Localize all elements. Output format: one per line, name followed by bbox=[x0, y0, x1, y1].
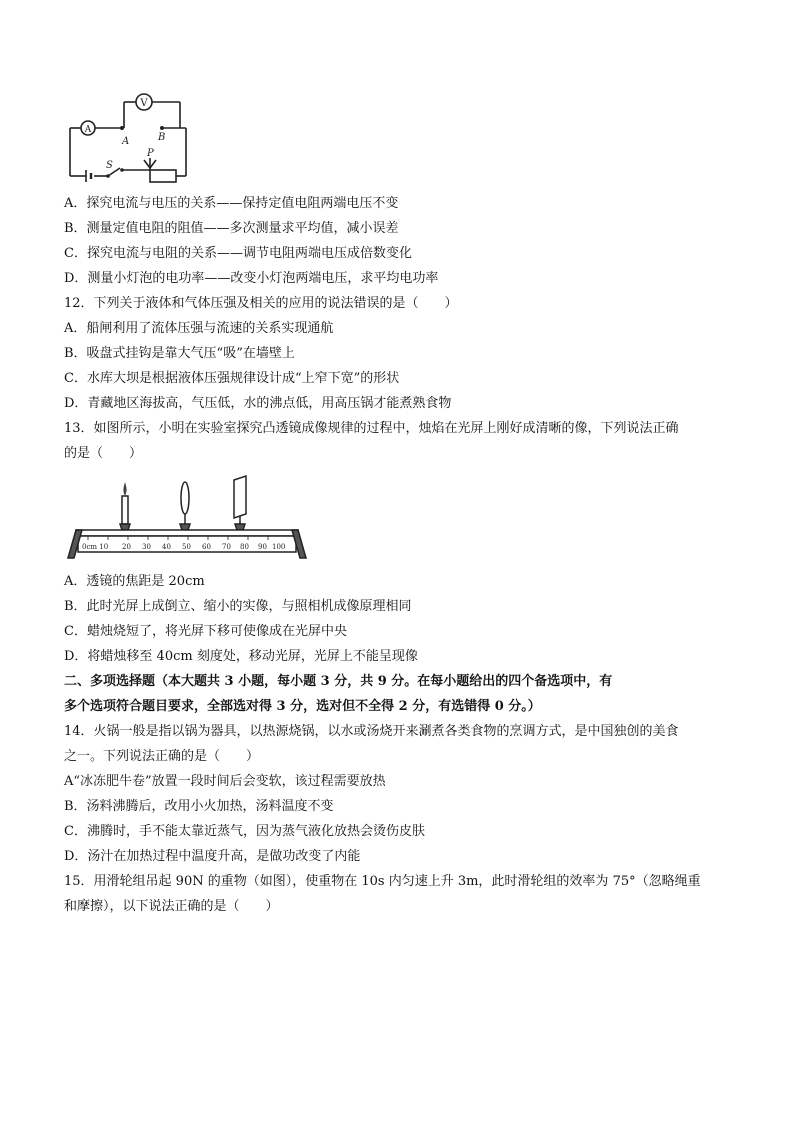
ruler-label-60: 60 bbox=[202, 543, 211, 551]
ruler-label-100: 100 bbox=[272, 543, 286, 551]
ruler-label-30: 30 bbox=[142, 543, 151, 551]
q13-stem-line2: 的是（ ） bbox=[64, 446, 143, 461]
q11-option-c: C．探究电流与电阻的关系——调节电阻两端电压成倍数变化 bbox=[64, 246, 412, 261]
voltmeter-label: V bbox=[140, 98, 148, 109]
candle-icon bbox=[122, 496, 128, 524]
ruler-label-50: 50 bbox=[182, 543, 191, 551]
ammeter-label: A bbox=[84, 125, 92, 135]
light-screen-icon bbox=[234, 476, 246, 518]
q15-stem-line1: 15．用滑轮组吊起 90N 的重物（如图），使重物在 10s 内匀速上升 3m，此时滑轮组的效率为 75°（忽略绳重 bbox=[64, 874, 701, 889]
q12-option-d: D．青藏地区海拔高，气压低，水的沸点低，用高压锅才能煮熟食物 bbox=[64, 396, 452, 411]
convex-lens-icon bbox=[181, 482, 189, 514]
q14-stem-line1: 14．火锅一般是指以锅为器具，以热源烧锅，以水或汤烧开来涮煮各类食物的烹调方式，是中国独创的美食 bbox=[64, 724, 679, 739]
q12-stem: 12．下列关于液体和气体压强及相关的应用的说法错误的是（ ） bbox=[64, 296, 458, 311]
ruler-label-90: 90 bbox=[258, 543, 267, 551]
q14-option-d: D．汤汁在加热过程中温度升高，是做功改变了内能 bbox=[64, 849, 361, 864]
q12-option-a: A．船闸利用了流体压强与流速的关系实现通航 bbox=[64, 321, 334, 336]
q14-option-b: B．汤料沸腾后，改用小火加热，汤料温度不变 bbox=[64, 799, 334, 814]
ruler-label-20: 20 bbox=[122, 543, 131, 551]
q13-stem-line1: 13．如图所示，小明在实验室探究凸透镜成像规律的过程中，烛焰在光屏上刚好成清晰的像，下列说法正确 bbox=[64, 421, 679, 436]
q13-option-b: B．此时光屏上成倒立、缩小的实像，与照相机成像原理相同 bbox=[64, 599, 412, 614]
q13-option-a: A．透镜的焦距是 20cm bbox=[64, 574, 205, 589]
ruler-label-80: 80 bbox=[240, 543, 249, 551]
q13-option-c: C．蜡烛烧短了，将光屏下移可使像成在光屏中央 bbox=[64, 624, 347, 639]
q14-stem-line2: 之一。下列说法正确的是（ ） bbox=[64, 749, 260, 764]
q11-option-a: A．探究电流与电压的关系——保持定值电阻两端电压不变 bbox=[64, 196, 399, 211]
q15-stem-line2: 和摩擦），以下说法正确的是（ ） bbox=[64, 899, 279, 914]
q13-option-d: D．将蜡烛移至 40cm 刻度处，移动光屏，光屏上不能呈现像 bbox=[64, 649, 418, 664]
ruler-label-0: 0cm 10 bbox=[82, 543, 109, 551]
q11-option-b: B．测量定值电阻的阻值——多次测量求平均值，减小误差 bbox=[64, 221, 399, 236]
optical-bench-diagram bbox=[64, 472, 310, 564]
q11-option-d: D．测量小灯泡的电功率——改变小灯泡两端电压，求平均电功率 bbox=[64, 271, 439, 286]
ruler-label-70: 70 bbox=[222, 543, 231, 551]
q14-option-c: C．沸腾时，手不能太靠近蒸气，因为蒸气液化放热会烫伤皮肤 bbox=[64, 824, 425, 839]
circuit-diagram bbox=[64, 88, 194, 188]
q14-option-a: A“冰冻肥牛卷”放置一段时间后会变软，该过程需要放热 bbox=[64, 774, 386, 789]
q12-option-c: C．水库大坝是根据液体压强规律设计成“上窄下宽”的形状 bbox=[64, 371, 400, 386]
point-b-label: B bbox=[158, 132, 166, 143]
ruler-label-40: 40 bbox=[162, 543, 171, 551]
q12-option-b: B．吸盘式挂钩是靠大气压“吸”在墙壁上 bbox=[64, 346, 295, 361]
point-a-label: A bbox=[122, 136, 130, 147]
section2-heading-line2: 多个选项符合题目要求，全部选对得 3 分，选对但不全得 2 分，有选错得 0 分。） bbox=[64, 699, 541, 714]
switch-label: S bbox=[106, 160, 113, 171]
section2-heading-line1: 二、多项选择题（本大题共 3 小题，每小题 3 分，共 9 分。在每小题给出的四个备选项中，有 bbox=[64, 674, 613, 689]
slider-label: P bbox=[147, 148, 154, 159]
